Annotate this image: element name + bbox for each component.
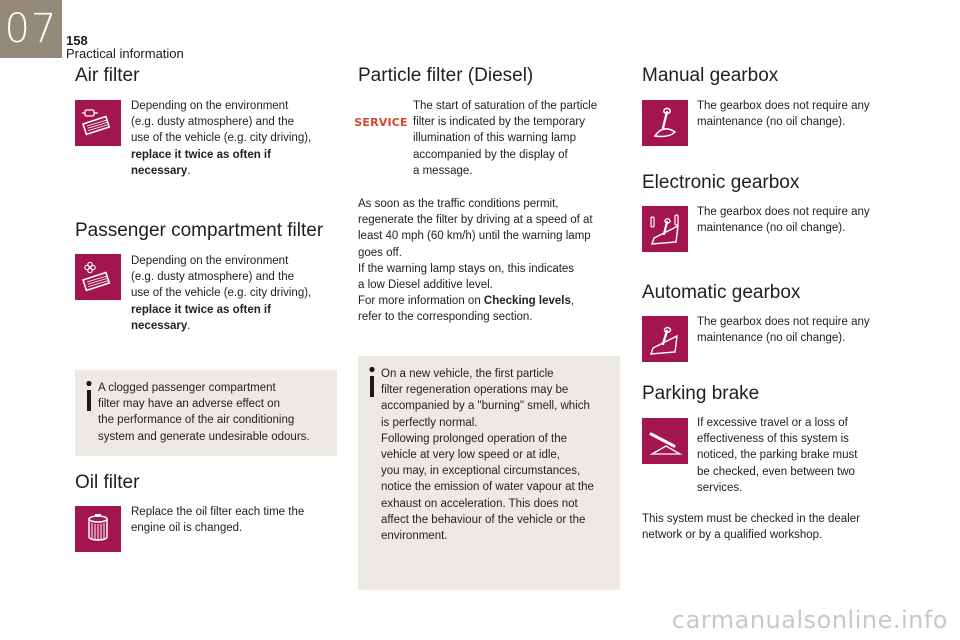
- oil-filter-heading: Oil filter: [75, 472, 140, 493]
- watermark: carmanualsonline.info: [671, 606, 948, 634]
- particle-filter-note: [358, 356, 620, 590]
- chapter-number: 07: [4, 6, 58, 52]
- particle-filter-heading: Particle filter (Diesel): [358, 65, 534, 86]
- cabin-filter-note: [75, 370, 337, 456]
- info-icon: [83, 380, 95, 412]
- cabin-filter-text: Depending on the environment (e.g. dusty atmosphere) and the use of the vehicle (e.g. city driving), replace it twice as often if necessary.: [131, 255, 312, 332]
- parking-brake-heading: Parking brake: [642, 383, 760, 404]
- chapter-number-tab: [0, 0, 62, 58]
- manual-gearbox-text: The gearbox does not require any maintenance (no oil change).: [697, 100, 870, 129]
- info-icon: [366, 366, 378, 398]
- particle-filter-body: As soon as the traffic conditions permit, regenerate the filter by driving at a speed of at least 40 mph (60 km/h) until the warning lamp goes off. If the warning lamp stays on, this indicates a low Diesel additive level. For more information on Checking levels, refer to the corresponding section.: [358, 198, 593, 324]
- oil-filter-text: Replace the oil filter each time the engine oil is changed.: [131, 506, 305, 535]
- page-number: 158: [66, 33, 88, 48]
- cabin-filter-heading: Passenger compartment filter: [75, 220, 324, 241]
- manual-gear-lever-icon: [642, 100, 688, 146]
- note-text: On a new vehicle, the first particle filter regeneration operations may be accompanied by a "burning" smell, which is perfectly normal. Following prolonged operation of the vehicle at very low speed or at idle, you may, in exceptional circumstances, notice the emission of water vapour at the exhaust on acceleration. This does not affect the behaviour of the vehicle or the environment.: [381, 368, 594, 543]
- air-filter-heading: Air filter: [75, 65, 140, 86]
- parking-brake-text: If excessive travel or a loss of effectiveness of this system is noticed, the parking brake must be checked, even between two services.: [697, 417, 858, 494]
- electronic-gear-selector-icon: [642, 206, 688, 252]
- service-warning-icon: SERVICE: [354, 115, 408, 129]
- automatic-gearbox-text: The gearbox does not require any maintenance (no oil change).: [697, 316, 870, 345]
- air-filter-text: Depending on the environment (e.g. dusty atmosphere) and the use of the vehicle (e.g. city driving), replace it twice as often if necessary.: [131, 100, 312, 177]
- electronic-gearbox-text: The gearbox does not require any maintenance (no oil change).: [697, 206, 870, 235]
- manual-gearbox-heading: Manual gearbox: [642, 65, 779, 86]
- air-filter-icon: [75, 100, 121, 146]
- oil-filter-icon: [75, 506, 121, 552]
- parking-brake-lever-icon: [642, 418, 688, 464]
- cabin-filter-icon: [75, 254, 121, 300]
- automatic-gear-selector-icon: [642, 316, 688, 362]
- particle-filter-icon-text: The start of saturation of the particle filter is indicated by the temporary illumination of this warning lamp accompanied by the display of a message.: [413, 100, 598, 177]
- automatic-gearbox-heading: Automatic gearbox: [642, 282, 801, 303]
- section-title: Practical information: [66, 46, 184, 61]
- electronic-gearbox-heading: Electronic gearbox: [642, 172, 800, 193]
- parking-brake-footer: This system must be checked in the dealer network or by a qualified workshop.: [642, 513, 860, 542]
- note-text: A clogged passenger compartment filter may have an adverse effect on the performance of the air conditioning system and generate undesirable odours.: [98, 382, 310, 443]
